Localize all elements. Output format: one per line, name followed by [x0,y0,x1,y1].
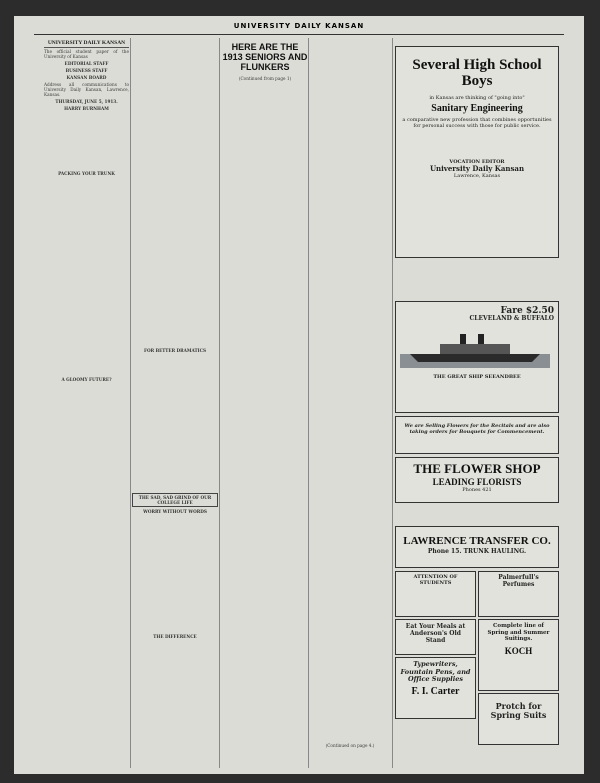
transfer-sub: Phone 15. TRUNK HAULING. [427,548,527,555]
seniors-column [222,38,308,768]
typewriter-text: Typewriters, Fountain Pens, and Office Supplies [400,660,471,683]
worry-heading: WORRY WITHOUT WORDS [143,509,207,515]
students-ad [395,571,476,617]
steamer-ad [395,301,559,413]
column-two [132,38,218,768]
column-rule [219,38,220,768]
recitals-text: We are Selling Flowers for the Recitals and are also taking orders for Bouquets for Commencement. [404,423,550,435]
univ-name: University Daily Kansan [429,164,525,173]
transfer-ad [395,526,559,568]
high-school-line: in Kansas are thinking of "going into" [429,95,525,101]
column-four [310,38,390,768]
florists: LEADING FLORISTS [432,477,522,487]
vocation-editor: VOCATION EDITOR [449,159,505,165]
perfumes-ad [478,571,559,617]
newspaper-page [14,16,584,774]
students-title: ATTENTION OF STUDENTS [413,574,458,586]
carter-name: F. I. Carter [411,685,460,697]
perfumes-title: Palmerfull's Perfumes [498,574,539,588]
koch-name: KOCH [504,645,533,656]
kansan-board-heading: KANSAN BOARD [66,74,107,80]
complete-text: Complete line of Spring and Summer Suitings. [487,623,550,642]
masthead: UNIVERSITY DAILY KANSAN [34,22,564,35]
typewriter-ad [395,657,476,719]
continued-text: (Continued from page 1) [238,76,292,81]
ship-name: THE GREAT SHIP SEEANDBEE [433,374,521,380]
gloomy-heading: A GLOOMY FUTURE? [61,376,112,382]
intro-text: The official student paper of the University of Kansas [44,48,129,59]
paper-name: UNIVERSITY DAILY KANSAN [44,40,129,48]
column-rule [130,38,131,768]
continued-note: (Continued on page 4.) [325,743,375,748]
packing-heading: PACKING YOUR TRUNK [58,171,115,177]
editorial-column [44,38,129,768]
fare: Fare $2.50 [500,306,554,316]
dramatics-heading: FOR BETTER DRAMATICS [144,348,206,353]
sanitary-engineering: Sanitary Engineering [431,103,523,114]
date-line: THURSDAY, JUNE 5, 1913. [55,99,118,105]
high-school-title: Several High School Boys [412,57,542,89]
steamer-route: CLEVELAND & BUFFALO [469,315,554,322]
flower-shop-ad [395,457,559,503]
flower-phone: Phones 421 [462,487,492,493]
editorial-staff-heading: EDITORIAL STAFF [64,60,109,66]
high-school-ad [395,46,559,258]
high-school-text: a comparative new profession that combines opportunities for personal success with those for public service. [402,117,552,129]
column-rule [392,38,393,768]
difference-heading: THE DIFFERENCE [153,634,197,640]
transfer-title: LAWRENCE TRANSFER CO. [403,535,551,547]
univ-city: Lawrence, Kansas [453,173,501,179]
koch-ad [478,619,559,691]
anderson-text: Eat Your Meals at Anderson's Old Stand [405,623,466,644]
anderson-ad [395,619,476,655]
recitals-ad [395,416,559,454]
address-text: Address all communications to University Daily Kansan, Lawrence, Kansas. [44,81,129,98]
steamship-illustration [400,328,550,368]
burnham-heading: HARRY BURNHAM [64,106,109,112]
seniors-headline: HERE ARE THE 1913 SENIORS AND FLUNKERS [222,42,308,72]
flower-shop-title: THE FLOWER SHOP [413,461,541,476]
protch-ad [478,693,559,745]
protch-text: Protch for Spring Suits [490,701,547,720]
business-staff-heading: BUSINESS STAFF [65,67,108,73]
sad-grind-heading: THE SAD, SAD GRIND OF OUR COLLEGE LIFE [132,493,218,507]
column-rule [308,38,309,768]
